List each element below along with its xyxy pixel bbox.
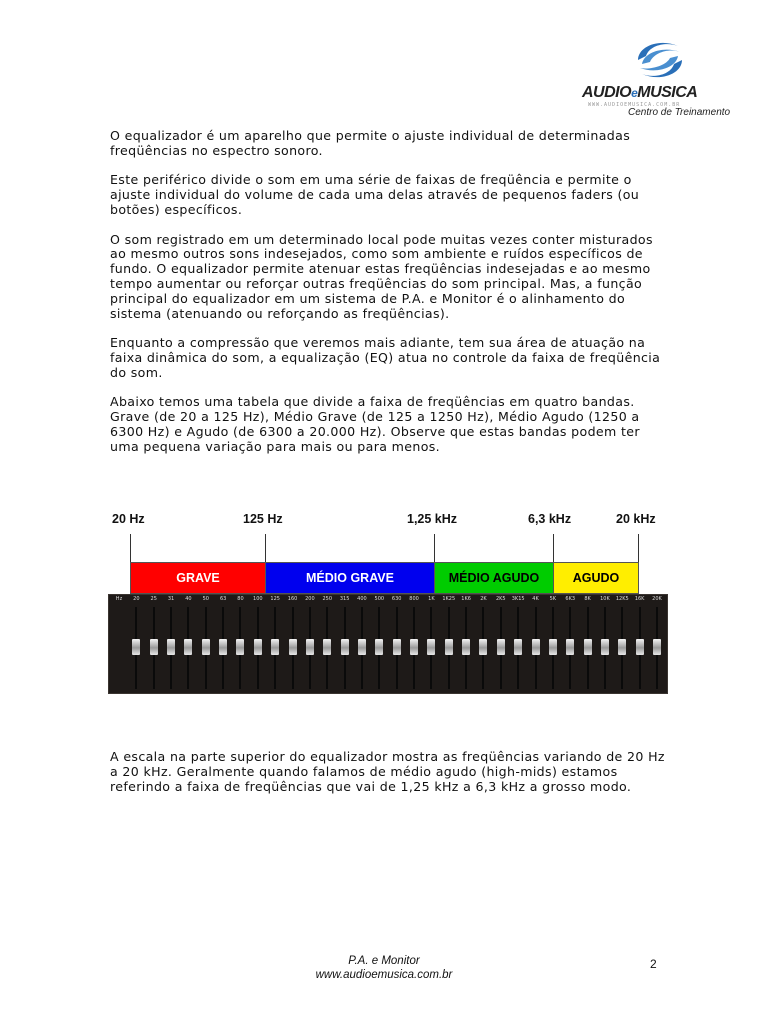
- freq-label-6-3khz: 6,3 kHz: [528, 512, 572, 526]
- eq-freq-label: 630: [391, 596, 402, 602]
- eq-freq-label: 250: [322, 596, 333, 602]
- body-text: [110, 129, 670, 469]
- eq-fader-knob: [254, 639, 262, 655]
- eq-freq-label: 4K: [532, 596, 539, 602]
- eq-fader-knob: [289, 639, 297, 655]
- eq-fader-knob: [184, 639, 192, 655]
- eq-freq-label: 31: [167, 596, 175, 602]
- eq-freq-label: 10K: [600, 596, 610, 602]
- eq-fader-knob: [445, 639, 453, 655]
- eq-freq-label: 125: [270, 596, 280, 602]
- eq-fader-knob: [479, 639, 487, 655]
- page-number: 2: [650, 957, 657, 971]
- eq-freq-label: 16K: [634, 596, 645, 602]
- eq-freq-label: 400: [357, 596, 367, 602]
- eq-freq-label: 2K5: [495, 596, 506, 602]
- paragraph-4: Enquanto a compressão que veremos mais adiante, tem sua área de atuação na faixa dinâmica do som, a equalização (EQ) atua no controle da faixa de freqüência do som.: [110, 335, 661, 380]
- logo-url: WWW.AUDIOEMUSICA.COM.BR: [588, 102, 681, 108]
- eq-freq-label: 1K25: [442, 596, 456, 602]
- eq-freq-label: 3K15: [511, 596, 525, 602]
- eq-fader-knob: [653, 639, 661, 655]
- eq-freq-label: 800: [409, 596, 419, 602]
- paragraph-2: Este periférico divide o som em uma série de faixas de freqüência e permite o ajuste individual do volume de cada uma delas através de pequenos faders (ou botões) específicos.: [110, 172, 640, 217]
- eq-fader-knob: [497, 639, 505, 655]
- eq-freq-label: 315: [339, 596, 350, 602]
- eq-fader-knob: [150, 639, 158, 655]
- eq-fader-knob: [532, 639, 540, 655]
- eq-fader-knob: [584, 639, 592, 655]
- graphic-equalizer-image: [108, 594, 668, 694]
- eq-fader-knob: [566, 639, 574, 655]
- closing-text: [110, 750, 670, 809]
- eq-fader-knob: [514, 639, 522, 655]
- eq-fader-knob: [427, 639, 435, 655]
- eq-fader-knob: [236, 639, 244, 655]
- band-grave: GRAVE: [130, 562, 266, 594]
- eq-freq-label: 63: [219, 596, 227, 602]
- eq-freq-label: 80: [237, 596, 244, 602]
- eq-freq-label: 1K6: [461, 596, 471, 602]
- eq-fader-knob: [601, 639, 609, 655]
- eq-fader-knob: [132, 639, 140, 655]
- eq-freq-label: 6K3: [565, 596, 576, 602]
- logo-swoosh-icon: [630, 38, 690, 82]
- eq-freq-label: 5K: [549, 596, 557, 602]
- band-medio-agudo: MÉDIO AGUDO: [434, 562, 554, 594]
- freq-label-1-25khz: 1,25 kHz: [407, 512, 458, 526]
- eq-band-figure: [108, 508, 668, 694]
- footer-title: P.A. e Monitor: [348, 955, 420, 967]
- eq-fader-knob: [618, 639, 626, 655]
- eq-freq-label: 8K: [584, 596, 591, 602]
- eq-freq-label: 1K: [428, 596, 435, 602]
- company-logo: [580, 38, 740, 118]
- freq-label-125hz: 125 Hz: [243, 512, 283, 526]
- eq-freq-label: 160: [287, 596, 298, 602]
- paragraph-3: O som registrado em um determinado local pode muitas vezes conter misturados ao mesmo outros sons indesejados, como som ambiente e ruídos específicos de fundo. O equalizador permite atenuar estas freqüências indesejadas e ao mesmo tempo aumentar ou reforçar outras freqüências do som principal. Mas, a função principal do equalizador em um sistema de P.A. e Monitor é o alinhamento do sistema (atenuando ou reforçando as freqüências).: [110, 231, 653, 321]
- eq-frequency-scale: [109, 596, 669, 604]
- eq-fader-knob: [636, 639, 644, 655]
- eq-freq-label: 500: [374, 596, 385, 602]
- paragraph-1: O equalizador é um aparelho que permite o ajuste individual de determinadas freqüências no espectro sonoro.: [110, 128, 631, 158]
- eq-freq-label: 200: [305, 596, 315, 602]
- band-agudo: AGUDO: [553, 562, 639, 594]
- band-medio-grave: MÉDIO GRAVE: [265, 562, 435, 594]
- eq-fader-knob: [462, 639, 470, 655]
- eq-fader-knob: [202, 639, 210, 655]
- eq-fader-knob: [341, 639, 349, 655]
- freq-label-20khz: 20 kHz: [616, 512, 656, 526]
- eq-fader-knob: [393, 639, 401, 655]
- paragraph-closing: A escala na parte superior do equalizador mostra as freqüências variando de 20 Hz a 20 kHz. Geralmente quando falamos de médio agudo (high-mids) estamos referindo a faixa de freqüências que vai de 1,25 kHz a 6,3 kHz a grosso modo.: [110, 749, 665, 794]
- eq-fader-knob: [306, 639, 314, 655]
- eq-fader-knob: [323, 639, 331, 655]
- eq-fader-knob: [375, 639, 383, 655]
- eq-fader-knob: [358, 639, 366, 655]
- freq-label-20hz: 20 Hz: [112, 512, 145, 526]
- eq-freq-label: 2K: [480, 596, 487, 602]
- logo-subtitle: Centro de Treinamento: [628, 107, 731, 118]
- eq-freq-label: 50: [202, 596, 209, 602]
- eq-freq-label: 100: [253, 596, 263, 602]
- eq-fader-knob: [271, 639, 279, 655]
- logo-brand: AUDIOeMUSICA: [582, 84, 698, 101]
- eq-freq-label: 20: [133, 596, 140, 602]
- footer-url: www.audioemusica.com.br: [315, 968, 453, 981]
- eq-freq-label: 20K: [652, 596, 662, 602]
- paragraph-5: Abaixo temos uma tabela que divide a faixa de freqüências em quatro bandas. Grave (de 20 a 125 Hz), Médio Grave (de 125 a 1250 Hz), Médio Agudo (1250 a 6300 Hz) e Agudo (de 6300 a 20.000 Hz). Observe que estas bandas podem ter uma pequena variação para mais ou para menos.: [110, 394, 640, 454]
- eq-freq-label: Hz: [115, 596, 123, 602]
- eq-freq-label: 40: [185, 596, 192, 602]
- eq-fader-knob: [410, 639, 418, 655]
- eq-freq-label: 25: [150, 596, 157, 602]
- eq-freq-label: 12K5: [615, 596, 629, 602]
- eq-fader-knob: [167, 639, 175, 655]
- eq-fader-knob: [219, 639, 227, 655]
- eq-fader-knob: [549, 639, 557, 655]
